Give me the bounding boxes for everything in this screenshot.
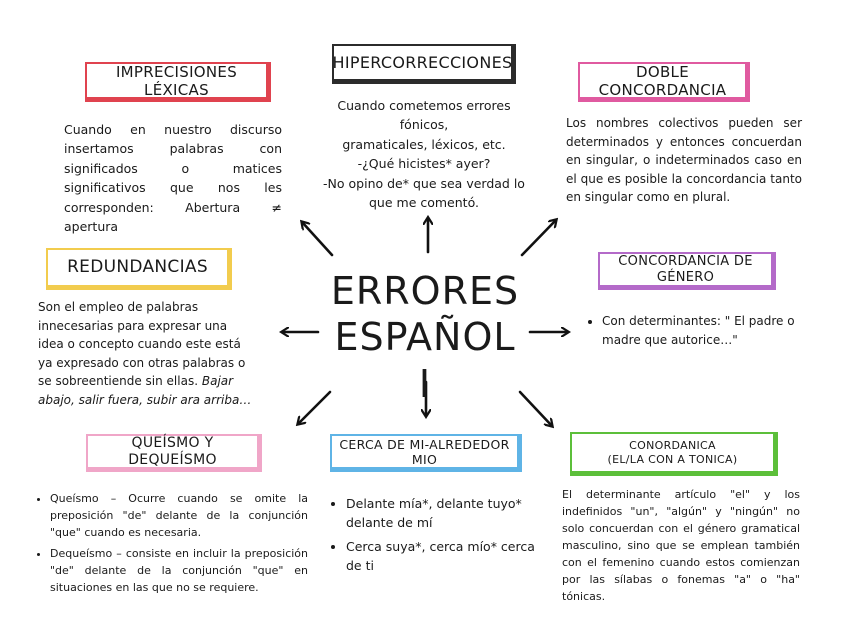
redundancias-examples: Bajar abajo, salir fuera, subir ara arriba…	[38, 374, 252, 407]
hipercorrecciones-line4: -No opino de* que sea verdad lo	[323, 175, 525, 191]
cerca-title-box	[330, 434, 522, 472]
arrow-down-left	[298, 392, 330, 424]
hipercorrecciones-title-box	[332, 44, 516, 84]
queismo-bullet-2: • Dequeísmo – consiste en incluir la preposición "de" delante de la conjunción "que" en situaciones en las que no se requiere.	[50, 545, 308, 596]
imprecisiones-title: IMPRECISIONES LÉXICAS	[115, 62, 238, 99]
genero-title-box	[598, 252, 776, 290]
hipercorrecciones-text	[316, 96, 532, 212]
cerca-title: CERCA DE MI-ALREDEDOR MIO	[339, 436, 510, 467]
queismo-title: QUEÍSMO Y DEQUEÍSMO	[128, 434, 217, 468]
hipercorrecciones-line2: gramaticales, léxicos, etc.	[342, 136, 506, 152]
doble-title-box	[578, 62, 750, 102]
arrow-up-left	[302, 222, 332, 255]
main-title-line2: ESPAÑOL I	[334, 315, 516, 406]
queismo-bullet-1: • Queísmo – Ocurre cuando se omite la preposición "de" delante de la conjunción "que" cuando es necesaria.	[50, 490, 308, 541]
imprecisiones-text: Cuando en nuestro discurso insertamos palabras con significados o matices significativos que nos les corresponden: Abertura ≠ apertura	[64, 122, 282, 234]
redundancias-definition: Son el empleo de palabras innecesarias para expresar una idea o concepto cuando este está ya expresado con otras palabras o se sobreentiende sin ellas.	[38, 300, 246, 389]
conordanica-title-2: (EL/LA CON A TONICA)	[607, 452, 738, 466]
genero-bullet: • Con determinantes: " El padre o madre que autorice…"	[602, 312, 812, 349]
redundancias-title: REDUNDANCIAS	[67, 257, 208, 278]
hipercorrecciones-title: HIPERCORRECCIONES	[332, 52, 513, 72]
cerca-list	[330, 494, 538, 580]
main-title	[330, 268, 520, 407]
doble-text: Los nombres colectivos pueden ser determinados y entonces concuerdan en singular, o indeterminados caso en el que es posible la concordancia tanto en singular como en plural.	[566, 116, 802, 205]
redundancias-title-box	[46, 248, 232, 290]
imprecisiones-title-box	[85, 62, 271, 102]
arrow-down-right	[520, 392, 552, 426]
conordanica-title-box	[570, 432, 778, 476]
cerca-bullet-1: • Delante mía*, delante tuyo* delante de mí	[346, 494, 538, 533]
cerca-bullet-2: • Cerca suya*, cerca mío* cerca de ti	[346, 537, 538, 576]
main-title-line1: ERRORES	[330, 269, 520, 313]
conordanica-text: El determinante artículo "el" y los indefinidos "un", "algún" y "ningún" no solo concuerdan con el género gramatical masculino, sino que se emplean también con el femenino cuando estos comienzan por las sílabas o fonemas "a" o "ha" tónicas.	[562, 488, 800, 604]
queismo-title-box	[86, 434, 262, 472]
redundancias-text	[38, 298, 254, 410]
conordanica-title-1: CONORDANICA	[629, 439, 716, 453]
queismo-list	[34, 490, 308, 600]
hipercorrecciones-line1: Cuando cometemos errores fónicos,	[337, 98, 511, 133]
hipercorrecciones-line5: que me comentó.	[369, 194, 479, 210]
arrow-up-right	[522, 220, 556, 255]
genero-list	[586, 312, 812, 353]
doble-title: DOBLE CONCORDANCIA	[598, 62, 727, 99]
hipercorrecciones-line3: -¿Qué hicistes* ayer?	[357, 156, 491, 172]
genero-title: CONCORDANCIA DE GÉNERO	[618, 253, 753, 285]
